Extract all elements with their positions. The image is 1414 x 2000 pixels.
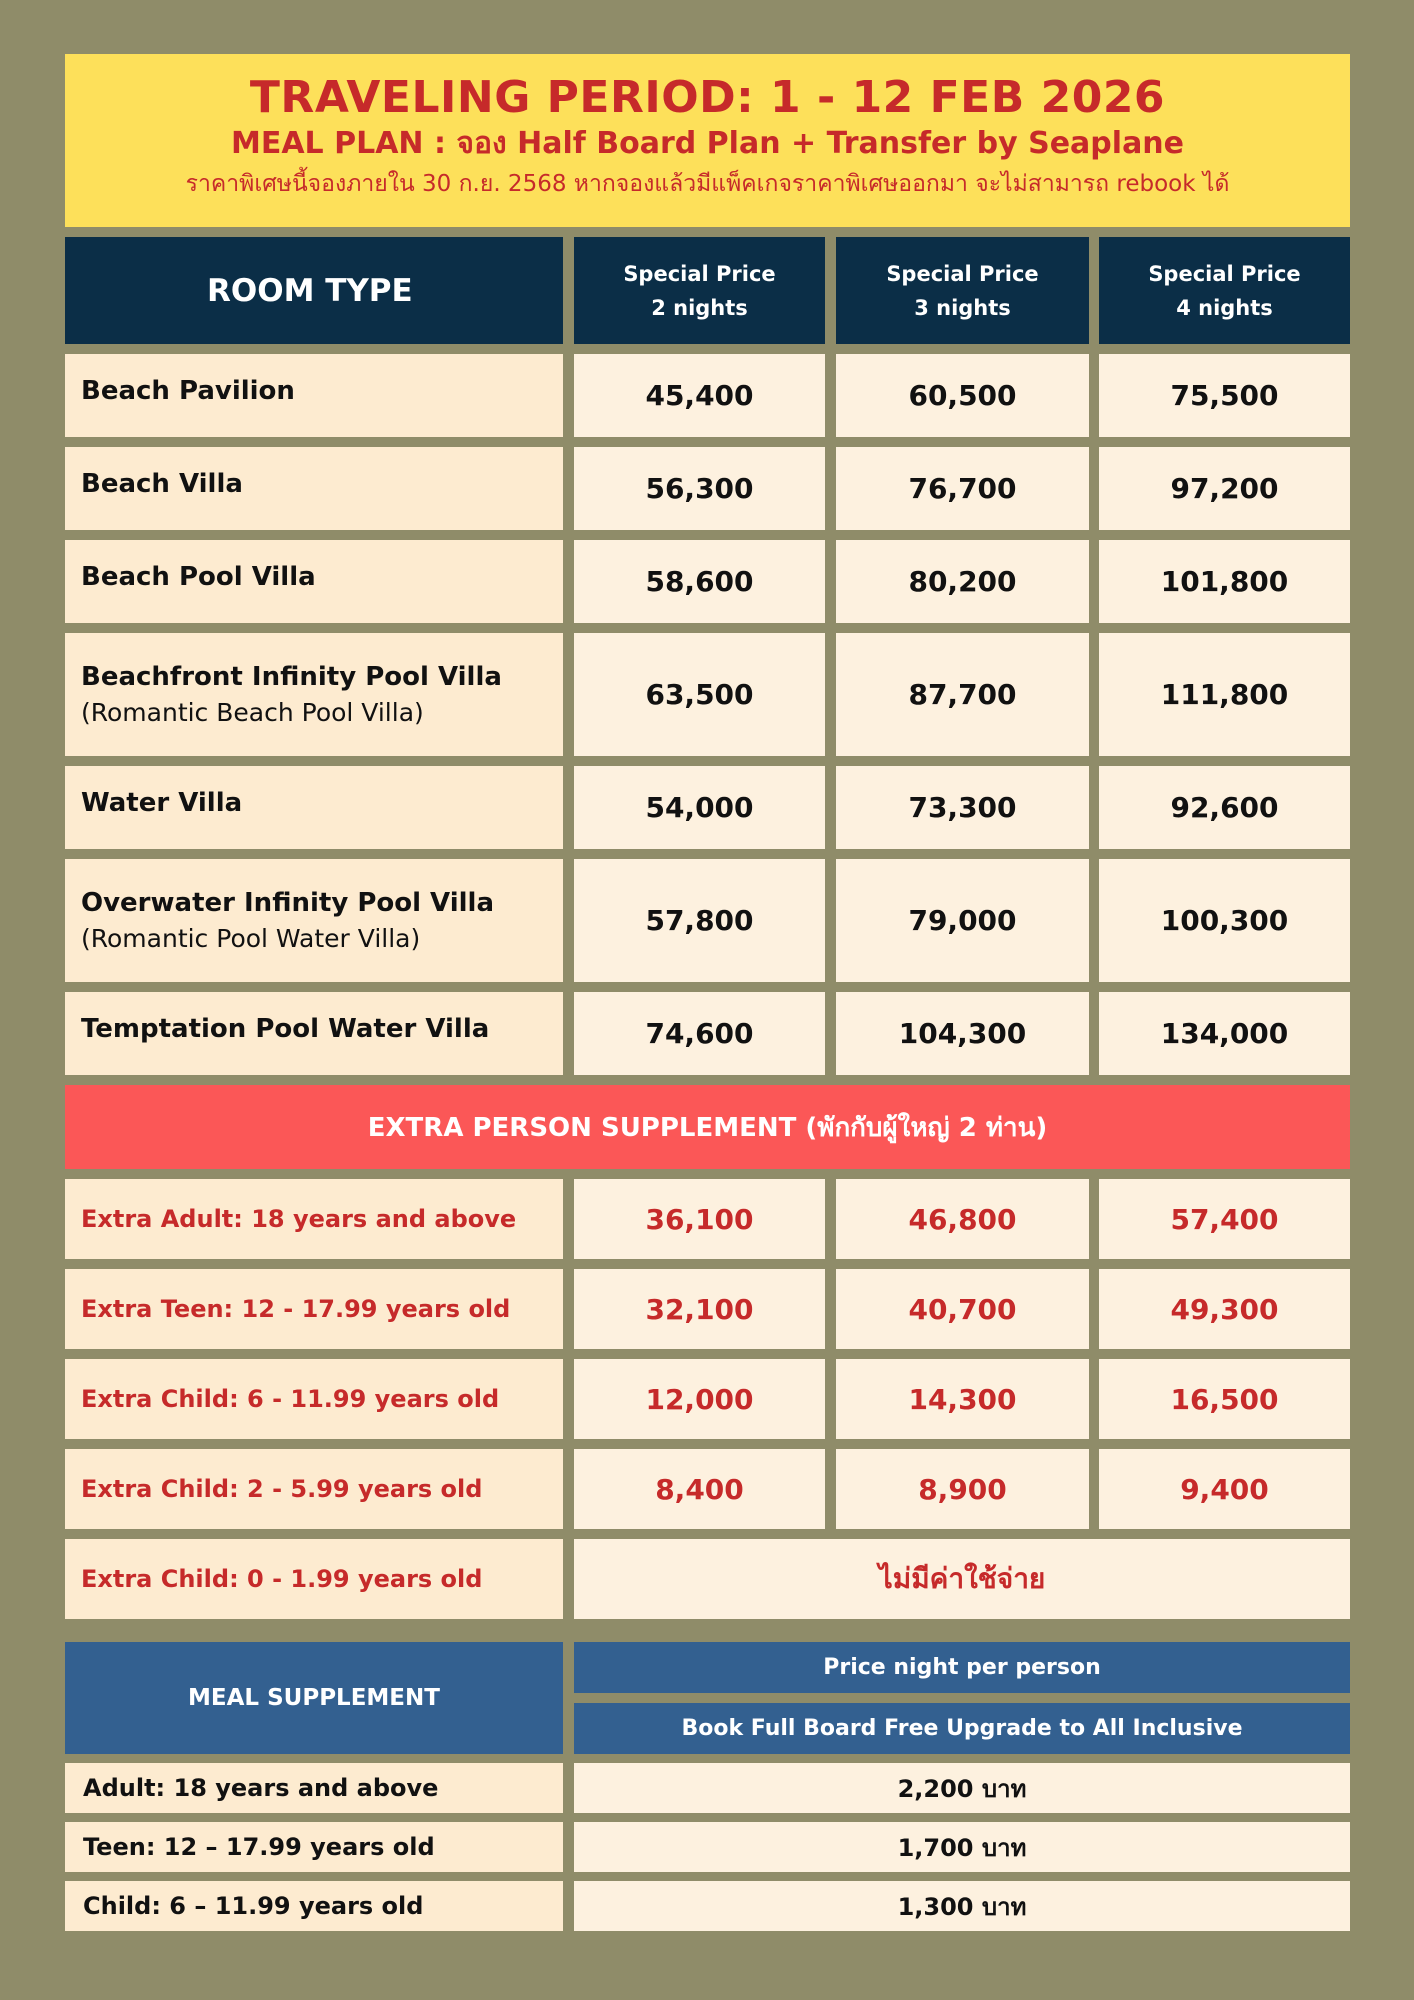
extra-price-3-nights: 14,300: [836, 1359, 1089, 1439]
room-name-cell: [65, 859, 563, 982]
extra-price-2-nights: 12,000: [574, 1359, 825, 1439]
room-name: Water Villa: [81, 788, 243, 818]
meal-price: 1,300 บาท: [574, 1881, 1350, 1931]
price-3-nights: 76,700: [836, 447, 1089, 530]
col-header-nights: 2 nights: [651, 295, 748, 320]
extra-label: Extra Child: 6 - 11.99 years old: [65, 1359, 563, 1439]
extra-row: [65, 1179, 1350, 1259]
extra-price-4-nights: 9,400: [1099, 1449, 1350, 1529]
extra-row: [65, 1359, 1350, 1439]
price-3-nights: 79,000: [836, 859, 1089, 982]
meal-label: Adult: 18 years and above: [65, 1763, 563, 1813]
meal-plan-subtitle: MEAL PLAN : จอง Half Board Plan + Transfer by Seaplane: [230, 126, 1185, 161]
table-row: [65, 447, 1350, 530]
extra-row: [65, 1449, 1350, 1529]
traveling-period-title: TRAVELING PERIOD: 1 - 12 FEB 2026: [249, 72, 1166, 123]
extra-price-3-nights: 8,900: [836, 1449, 1089, 1529]
extra-label: Extra Child: 0 - 1.99 years old: [65, 1539, 563, 1619]
meal-row: [65, 1763, 1350, 1813]
header-banner: [65, 54, 1350, 227]
extra-person-banner: EXTRA PERSON SUPPLEMENT (พักกับผู้ใหญ่ 2 ท่าน): [65, 1085, 1350, 1169]
room-name: Overwater Infinity Pool Villa: [81, 888, 495, 918]
price-4-nights: 100,300: [1099, 859, 1350, 982]
extra-banner-row: [65, 1085, 1350, 1169]
meal-row: [65, 1881, 1350, 1931]
room-alt-name: (Romantic Beach Pool Villa): [81, 698, 424, 727]
meal-price-headers: [574, 1642, 1350, 1754]
meal-label: Child: 6 – 11.99 years old: [65, 1881, 563, 1931]
extra-price-4-nights: 49,300: [1099, 1269, 1350, 1349]
price-3-nights: 73,300: [836, 766, 1089, 849]
booking-note: ราคาพิเศษนี้จองภายใน 30 ก.ย. 2568 หากจองแล้วมีแพ็คเกจราคาพิเศษออกมา จะไม่สามารถ rebook ได้: [185, 171, 1230, 197]
extra-label: Extra Child: 2 - 5.99 years old: [65, 1449, 563, 1529]
col-header-4-nights: [1099, 237, 1350, 344]
price-4-nights: 75,500: [1099, 354, 1350, 437]
extra-price-2-nights: 8,400: [574, 1449, 825, 1529]
table-row: [65, 766, 1350, 849]
room-name: Temptation Pool Water Villa: [81, 1014, 490, 1044]
extra-label: Extra Teen: 12 - 17.99 years old: [65, 1269, 563, 1349]
price-2-nights: 45,400: [574, 354, 825, 437]
meal-price: 2,200 บาท: [574, 1763, 1350, 1813]
table-header-row: [65, 237, 1350, 344]
col-header-3-nights: [836, 237, 1089, 344]
room-type-header: ROOM TYPE: [65, 237, 563, 344]
room-name-cell: [65, 633, 563, 756]
table-row: [65, 859, 1350, 982]
price-3-nights: 80,200: [836, 540, 1089, 623]
col-header-nights: 4 nights: [1176, 295, 1273, 320]
price-4-nights: 134,000: [1099, 992, 1350, 1075]
table-row: [65, 992, 1350, 1075]
room-name: Beachfront Infinity Pool Villa: [81, 662, 502, 692]
table-row: [65, 633, 1350, 756]
room-name-cell: [65, 992, 563, 1075]
no-charge-text: ไม่มีค่าใช้จ่าย: [574, 1539, 1350, 1619]
price-2-nights: 54,000: [574, 766, 825, 849]
meal-row: [65, 1822, 1350, 1872]
extra-label: Extra Adult: 18 years and above: [65, 1179, 563, 1259]
price-4-nights: 111,800: [1099, 633, 1350, 756]
table-row: [65, 354, 1350, 437]
price-3-nights: 104,300: [836, 992, 1089, 1075]
extra-price-3-nights: 40,700: [836, 1269, 1089, 1349]
price-2-nights: 74,600: [574, 992, 825, 1075]
price-3-nights: 60,500: [836, 354, 1089, 437]
price-2-nights: 57,800: [574, 859, 825, 982]
col-header-nights: 3 nights: [914, 295, 1011, 320]
extra-price-4-nights: 16,500: [1099, 1359, 1350, 1439]
room-name-cell: [65, 540, 563, 623]
room-name: Beach Villa: [81, 469, 243, 499]
col-header-2-nights: [574, 237, 825, 344]
extra-price-3-nights: 46,800: [836, 1179, 1089, 1259]
price-night-header: Price night per person: [574, 1642, 1350, 1693]
room-name: Beach Pool Villa: [81, 562, 316, 592]
col-header-label: Special Price: [1148, 261, 1301, 286]
meal-supplement-header: MEAL SUPPLEMENT: [65, 1642, 563, 1754]
extra-price-4-nights: 57,400: [1099, 1179, 1350, 1259]
col-header-label: Special Price: [886, 261, 1039, 286]
room-name: Beach Pavilion: [81, 376, 295, 406]
table-row: [65, 540, 1350, 623]
price-2-nights: 56,300: [574, 447, 825, 530]
upgrade-header: Book Full Board Free Upgrade to All Inclusive: [574, 1703, 1350, 1754]
meal-header-row: [65, 1642, 1350, 1754]
price-3-nights: 87,700: [836, 633, 1089, 756]
extra-row: [65, 1539, 1350, 1619]
meal-price: 1,700 บาท: [574, 1822, 1350, 1872]
price-sheet: [65, 54, 1350, 1931]
extra-price-2-nights: 32,100: [574, 1269, 825, 1349]
room-alt-name: (Romantic Pool Water Villa): [81, 924, 421, 953]
col-header-label: Special Price: [623, 261, 776, 286]
extra-row: [65, 1269, 1350, 1349]
room-name-cell: [65, 354, 563, 437]
extra-price-2-nights: 36,100: [574, 1179, 825, 1259]
price-4-nights: 101,800: [1099, 540, 1350, 623]
room-name-cell: [65, 447, 563, 530]
price-2-nights: 58,600: [574, 540, 825, 623]
meal-label: Teen: 12 – 17.99 years old: [65, 1822, 563, 1872]
room-name-cell: [65, 766, 563, 849]
price-4-nights: 92,600: [1099, 766, 1350, 849]
price-2-nights: 63,500: [574, 633, 825, 756]
price-4-nights: 97,200: [1099, 447, 1350, 530]
